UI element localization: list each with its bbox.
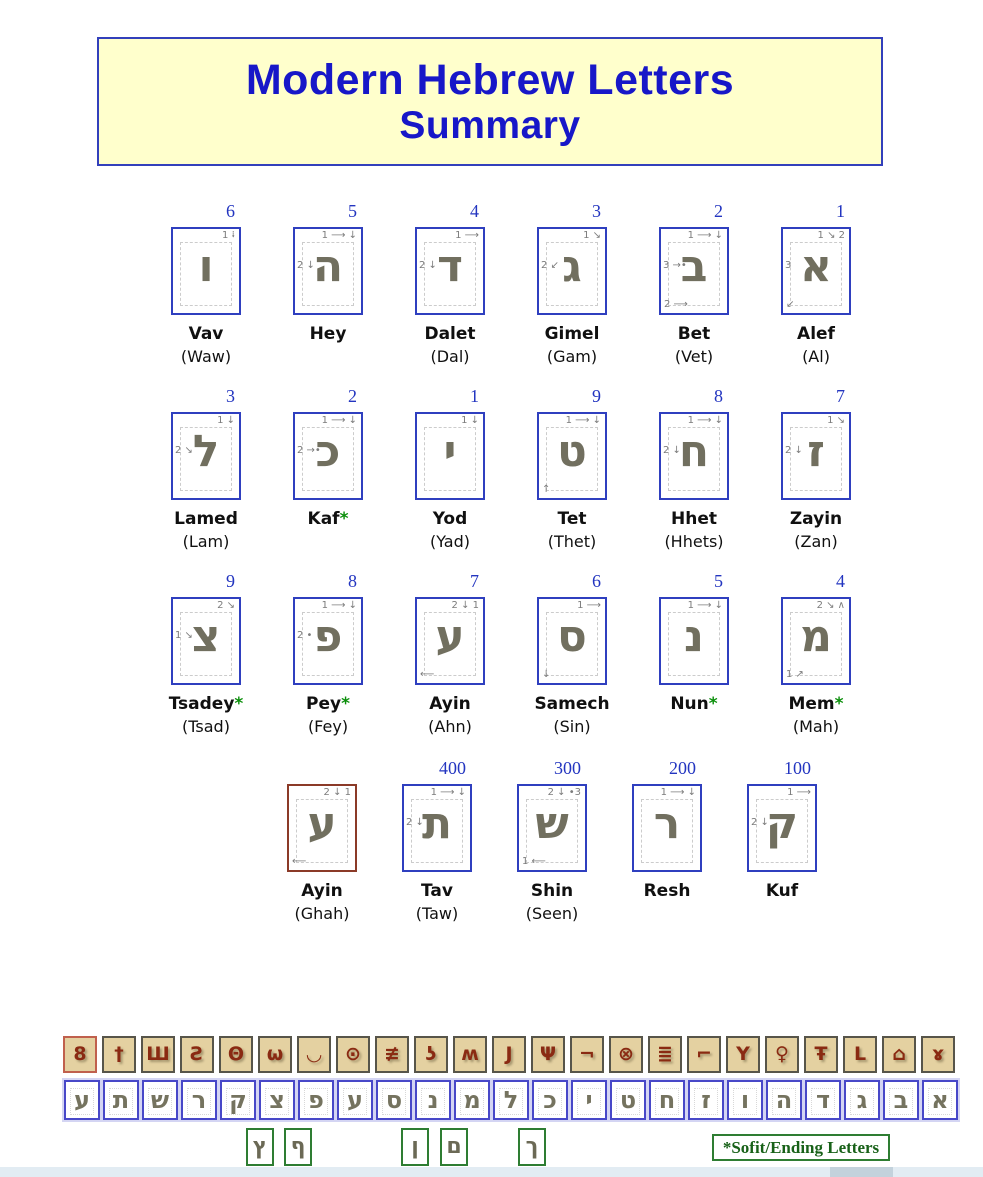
sofit-letter-box: [284, 1128, 312, 1166]
letter-alt-name: (Mah): [792, 717, 840, 736]
modern-letter: ע: [347, 1086, 363, 1114]
letter-alt-name: (Al): [802, 347, 830, 366]
stroke-order-label: 1 ⟶ ↓: [565, 415, 601, 426]
letter-box: [517, 784, 587, 872]
letter-box: [293, 227, 363, 315]
letter-card: [534, 571, 610, 737]
paleo-box-head-resh: [180, 1036, 214, 1073]
stroke-order-label: 1 ⟶: [577, 600, 601, 611]
letter-name: Hey: [309, 324, 347, 344]
sofit-star: *: [834, 694, 844, 714]
letter-row: [168, 571, 983, 737]
palm-kaf-icon: Ψ: [539, 1043, 557, 1065]
modern-letter-row: [64, 1080, 958, 1120]
modern-letter: י: [585, 1086, 593, 1114]
letter-alt-name: (Ahn): [428, 717, 472, 736]
letter-number: 3: [226, 386, 235, 406]
paleo-box-door-dalet: [804, 1036, 838, 1073]
letter-number: 6: [226, 201, 235, 221]
head-resh-icon: Ƨ: [190, 1043, 204, 1065]
stroke-order-label: 1 ↗: [786, 669, 804, 680]
hebrew-letter: ר: [653, 798, 681, 849]
hebrew-letter: ד: [437, 241, 463, 292]
hebrew-letter: ק: [765, 798, 799, 849]
letter-box: [537, 597, 607, 685]
stroke-order-label: 2 ↘: [217, 600, 235, 611]
stroke-order-label: 2 ↓: [406, 817, 424, 828]
letter-name: Yod: [432, 509, 468, 529]
modern-letter-box: [766, 1080, 802, 1120]
letter-card: [415, 386, 485, 552]
letter-number: 8: [348, 571, 357, 591]
stroke-order-label: 2 ↓ 1: [323, 787, 351, 798]
letter-box: [402, 784, 472, 872]
twisted-rope-ghah-icon: 8: [73, 1043, 87, 1065]
modern-letter-box: [844, 1080, 880, 1120]
water-mem-icon: ʍ: [461, 1043, 479, 1065]
hebrew-letter: ג: [562, 241, 582, 292]
letter-grid: [0, 201, 983, 943]
modern-letter-box: [376, 1080, 412, 1120]
letter-card: [537, 386, 607, 552]
hebrew-letter: ל: [192, 426, 220, 477]
stroke-order-label: 1 ⟶ ↓: [430, 787, 466, 798]
stroke-order-label: 1 ⟶ ↓: [321, 600, 357, 611]
letter-alt-name: (Zan): [794, 532, 838, 551]
hebrew-letter: א: [799, 241, 833, 292]
cross-tav-icon: †: [114, 1043, 124, 1065]
modern-letter-box: [883, 1080, 919, 1120]
paleo-box-fence-hhet: [648, 1036, 682, 1073]
modern-letter: ו: [740, 1086, 750, 1114]
letter-name: Shin: [530, 881, 574, 901]
letter-number: 7: [836, 386, 845, 406]
letter-number: 6: [592, 571, 601, 591]
letter-number: 200: [669, 758, 696, 778]
letter-number: 100: [784, 758, 811, 778]
letter-alt-name: (Sin): [553, 717, 591, 736]
letter-box: [781, 227, 851, 315]
modern-letter: ש: [150, 1086, 170, 1114]
letter-alt-name: (Dal): [430, 347, 470, 366]
letter-box: [287, 784, 357, 872]
stroke-order-label: 3: [785, 260, 792, 271]
modern-letter: צ: [269, 1086, 285, 1114]
hebrew-letter: כ: [315, 426, 341, 477]
letter-card: [747, 758, 817, 924]
letter-box: [747, 784, 817, 872]
letter-box: [632, 784, 702, 872]
stroke-order-label: 1 ⟵: [522, 856, 546, 867]
letter-name: Tet: [557, 509, 587, 529]
hebrew-letter: ו: [198, 241, 214, 292]
stroke-order-label: 1 ↘: [175, 630, 193, 641]
hebrew-letter: נ: [684, 611, 704, 662]
letter-alt-name: (Ghah): [294, 904, 350, 923]
letter-alt-name: (Yad): [429, 532, 470, 551]
paleo-box-sun-horizon-kuf: [219, 1036, 253, 1073]
letter-number: [351, 758, 357, 778]
stroke-order-label: 1 ⟶: [455, 230, 479, 241]
letter-box: [659, 412, 729, 500]
sofit-star: *: [708, 694, 718, 714]
letter-name: Ayin: [429, 694, 471, 714]
stroke-order-label: ↙: [786, 299, 795, 310]
letter-name: Resh: [643, 881, 691, 901]
letter-box: [781, 597, 851, 685]
letter-name: Samech: [534, 694, 610, 714]
modern-letter-box: [493, 1080, 529, 1120]
stroke-order-label: 2 ↓: [663, 445, 681, 456]
stroke-order-label: 1 ↘ 2: [817, 230, 845, 241]
house-bet-icon: ⌂: [892, 1043, 906, 1065]
letter-name: Alef: [797, 324, 835, 344]
letter-name: Dalet: [424, 324, 476, 344]
hebrew-letter: ש: [535, 798, 569, 849]
modern-letter: ל: [503, 1086, 519, 1114]
stroke-order-label: 2 ↓: [419, 260, 437, 271]
letter-alt-name: (Fey): [307, 717, 349, 736]
modern-letter-box: [142, 1080, 178, 1120]
letter-alt-name: (Tsad): [182, 717, 230, 736]
letter-alt-name: (Thet): [547, 532, 597, 551]
hebrew-letter: ט: [557, 426, 587, 477]
hebrew-letter: ת: [421, 798, 453, 849]
sofit-letter-box: [401, 1128, 429, 1166]
letter-box: [537, 227, 607, 315]
hebrew-letter: פ: [313, 611, 343, 662]
sofit-letter-box: [518, 1128, 546, 1166]
letter-card: [659, 571, 729, 737]
stroke-order-label: 2 ↓ •3: [547, 787, 581, 798]
letter-card: [171, 201, 241, 367]
paleo-box-arm-yod: [570, 1036, 604, 1073]
teeth-shin-icon: Ш: [146, 1043, 170, 1065]
paleo-box-trail-tsadey: [258, 1036, 292, 1073]
letter-card: [659, 386, 729, 552]
paleo-box-basket-tet: [609, 1036, 643, 1073]
stroke-order-label: 2 →•: [297, 445, 321, 456]
modern-letter-box: [415, 1080, 451, 1120]
stroke-order-label: ↓: [542, 669, 551, 680]
modern-letter-box: [610, 1080, 646, 1120]
letter-alt-name: (Lam): [182, 532, 230, 551]
modern-letter-box: [298, 1080, 334, 1120]
letter-name: Pey*: [306, 694, 350, 714]
modern-letter-box: [571, 1080, 607, 1120]
letter-box: [415, 227, 485, 315]
sofit-letter: ם: [446, 1134, 462, 1159]
fence-hhet-icon: ≣: [657, 1043, 673, 1065]
sun-horizon-kuf-icon: Θ: [227, 1043, 245, 1065]
paleo-box-mattock-zayin: [687, 1036, 721, 1073]
modern-letter: נ: [427, 1086, 439, 1114]
sofit-letter-box: [440, 1128, 468, 1166]
stroke-order-label: ↑: [542, 484, 551, 495]
staff-lamed-icon: J: [505, 1043, 513, 1065]
stroke-order-label: ⟵: [420, 669, 435, 680]
letter-box: [659, 597, 729, 685]
hebrew-letter: ע: [435, 611, 465, 662]
letter-number: 3: [592, 201, 601, 221]
page-bottom-edge-segment: [830, 1167, 893, 1177]
modern-letter-box: [649, 1080, 685, 1120]
letter-card: [632, 758, 702, 924]
modern-letter-box: [454, 1080, 490, 1120]
title-box: [97, 37, 883, 166]
letter-number: 4: [470, 201, 479, 221]
sofit-letter: ן: [411, 1134, 419, 1159]
letter-card: [537, 201, 607, 367]
modern-letter-box: [259, 1080, 295, 1120]
paleo-box-peg-vav: [726, 1036, 760, 1073]
letter-number: 2: [348, 386, 357, 406]
letter-card: [168, 571, 244, 737]
modern-letter: ד: [815, 1086, 831, 1114]
modern-letter-box: [922, 1080, 958, 1120]
letter-alt-name: (Vet): [674, 347, 714, 366]
letter-number: 5: [714, 571, 723, 591]
hebrew-letter: צ: [191, 611, 221, 662]
paleo-box-cross-tav: [102, 1036, 136, 1073]
hebrew-letter: ז: [807, 426, 825, 477]
letter-name: Bet: [677, 324, 711, 344]
sofit-label: *Sofit/Ending Letters: [722, 1137, 880, 1157]
stroke-order-label: 3 →•: [663, 260, 687, 271]
letter-name: Zayin: [789, 509, 843, 529]
letter-name: Hhet: [671, 509, 717, 529]
hebrew-letter: ס: [557, 611, 587, 662]
stroke-order-label: 1 ↘: [827, 415, 845, 426]
letter-card: [517, 758, 587, 924]
modern-letter: ג: [856, 1086, 868, 1114]
letter-number: 2: [714, 201, 723, 221]
hebrew-letter: י: [443, 426, 457, 477]
letter-number: 4: [836, 571, 845, 591]
paleo-box-teeth-shin: [141, 1036, 175, 1073]
letter-box: [537, 412, 607, 500]
modern-letter: ר: [191, 1086, 207, 1114]
modern-letter: ת: [112, 1086, 130, 1114]
letter-card: [781, 571, 851, 737]
mattock-zayin-icon: ⌐: [696, 1043, 712, 1065]
letter-box: [415, 412, 485, 500]
letter-name: Nun*: [670, 694, 718, 714]
stroke-order-label: 2 ↓ 1: [451, 600, 479, 611]
modern-letter: ב: [893, 1086, 909, 1114]
sofit-letter: ך: [525, 1134, 539, 1159]
sofit-star: *: [341, 694, 350, 714]
paleo-box-seed-nun: [414, 1036, 448, 1073]
stroke-order-label: 1 ↓: [461, 415, 479, 426]
sofit-letter-box: [246, 1128, 274, 1166]
stroke-order-label: 2 ⟶: [664, 299, 688, 310]
paleo-pictograph-row: [63, 1036, 955, 1073]
stroke-order-label: 1 ↓: [217, 415, 235, 426]
letter-number: 5: [348, 201, 357, 221]
hebrew-letter: ה: [312, 241, 344, 292]
letter-number: 1: [470, 386, 479, 406]
modern-letter: ז: [701, 1086, 711, 1114]
letter-card: [781, 386, 851, 552]
letter-name: Tsadey*: [168, 694, 244, 714]
paleo-box-twisted-rope-ghah: [63, 1036, 97, 1073]
letter-card: [171, 386, 241, 552]
letter-row: [171, 201, 983, 367]
letter-card: [293, 201, 363, 367]
sofit-label-box: [712, 1134, 890, 1161]
letter-name: Kaf*: [307, 509, 349, 529]
letter-name: Tav: [421, 881, 453, 901]
letter-card: [415, 201, 485, 367]
letter-name: Lamed: [174, 509, 238, 529]
letter-alt-name: (Gam): [546, 347, 598, 366]
modern-letter-box: [220, 1080, 256, 1120]
letter-number: 300: [554, 758, 581, 778]
modern-letter: ק: [229, 1086, 247, 1114]
stroke-order-label: 2 ↘: [175, 445, 193, 456]
letter-number: 400: [439, 758, 466, 778]
sofit-star: *: [234, 694, 244, 714]
letter-name: Vav: [188, 324, 224, 344]
stroke-order-label: 2 ↓: [297, 260, 315, 271]
hebrew-letter: ע: [307, 798, 337, 849]
letter-box: [293, 597, 363, 685]
modern-letter-box: [727, 1080, 763, 1120]
letter-box: [293, 412, 363, 500]
stroke-order-label: 1 ⟶ ↓: [687, 600, 723, 611]
mouth-pey-icon: ◡: [306, 1043, 322, 1065]
sofit-letter: ץ: [252, 1134, 268, 1159]
letter-box: [171, 412, 241, 500]
letter-name: Mem*: [788, 694, 844, 714]
letter-box: [415, 597, 485, 685]
letter-card: [781, 201, 851, 367]
paleo-box-palm-kaf: [531, 1036, 565, 1073]
paleo-box-thorn-samech: [375, 1036, 409, 1073]
letter-box: [171, 227, 241, 315]
hebrew-letter: מ: [800, 611, 832, 662]
page-title: Modern Hebrew Letters: [245, 55, 735, 104]
arm-yod-icon: ¬: [579, 1043, 595, 1065]
modern-letter: פ: [308, 1086, 324, 1114]
basket-tet-icon: ⊗: [618, 1043, 634, 1065]
letter-number: 9: [592, 386, 601, 406]
letter-number: 8: [714, 386, 723, 406]
letter-card: [402, 758, 472, 924]
stroke-order-label: 1 ⭭: [221, 230, 235, 241]
modern-letter: ס: [385, 1086, 403, 1114]
ox-head-alef-icon: ɤ: [931, 1043, 945, 1065]
stroke-order-label: 2 ↓: [751, 817, 769, 828]
sofit-star: *: [339, 509, 349, 529]
modern-letter: א: [931, 1086, 949, 1114]
letter-name: Kuf: [765, 881, 799, 901]
hebrew-letter: ח: [678, 426, 710, 477]
letter-alt-name: (Seen): [525, 904, 579, 923]
man-hey-icon: ♀: [775, 1043, 789, 1065]
modern-letter: כ: [543, 1086, 557, 1114]
paleo-box-eye-ayin: [336, 1036, 370, 1073]
letter-card: [659, 201, 729, 367]
stroke-order-label: 2 •: [297, 630, 313, 641]
letter-box: [659, 227, 729, 315]
thorn-samech-icon: ≢: [384, 1043, 400, 1065]
trail-tsadey-icon: ѡ: [266, 1043, 284, 1065]
stroke-order-label: 1 ⟶ ↓: [321, 415, 357, 426]
door-dalet-icon: Ŧ: [814, 1043, 828, 1065]
stroke-order-label: 2 ↘ ∧: [816, 600, 845, 611]
paleo-box-house-bet: [882, 1036, 916, 1073]
letter-card: [293, 386, 363, 552]
letter-card: [293, 571, 363, 737]
letter-row: [287, 758, 983, 924]
page-subtitle: Summary: [399, 103, 581, 147]
foot-gimel-icon: L: [853, 1043, 867, 1065]
stroke-order-label: 1 ⟶ ↓: [660, 787, 696, 798]
peg-vav-icon: Y: [736, 1043, 750, 1065]
paleo-box-foot-gimel: [843, 1036, 877, 1073]
modern-letter-box: [532, 1080, 568, 1120]
stroke-order-label: 2 ↓: [785, 445, 803, 456]
paleo-box-mouth-pey: [297, 1036, 331, 1073]
paleo-box-water-mem: [453, 1036, 487, 1073]
modern-letter: ט: [619, 1086, 637, 1114]
letter-box: [781, 412, 851, 500]
letter-alt-name: (Waw): [180, 347, 232, 366]
paleo-box-man-hey: [765, 1036, 799, 1073]
letter-alt-name: (Taw): [415, 904, 459, 923]
modern-letter: ע: [74, 1086, 90, 1114]
letter-number: 9: [226, 571, 235, 591]
seed-nun-icon: ʖ: [425, 1043, 437, 1065]
stroke-order-label: 1 ⟶ ↓: [321, 230, 357, 241]
modern-letter-box: [103, 1080, 139, 1120]
sofit-letter: ף: [290, 1134, 306, 1159]
hebrew-letter: ב: [680, 241, 708, 292]
modern-letter: מ: [463, 1086, 481, 1114]
stroke-order-label: 1 ↘: [583, 230, 601, 241]
stroke-order-label: ⟵: [292, 856, 307, 867]
modern-letter-box: [805, 1080, 841, 1120]
stroke-order-label: 1 ⟶ ↓: [687, 415, 723, 426]
modern-letter-box: [181, 1080, 217, 1120]
stroke-order-label: 1 ⟶: [787, 787, 811, 798]
paleo-box-ox-head-alef: [921, 1036, 955, 1073]
letter-row: [171, 386, 983, 552]
eye-ayin-icon: ⊙: [345, 1043, 361, 1065]
stroke-order-label: 2 ↙: [541, 260, 559, 271]
letter-number: 1: [836, 201, 845, 221]
stroke-order-label: 1 ⟶ ↓: [687, 230, 723, 241]
letter-alt-name: (Hhets): [664, 532, 724, 551]
modern-letter-box: [688, 1080, 724, 1120]
modern-letter-box: [337, 1080, 373, 1120]
modern-letter-box: [64, 1080, 100, 1120]
modern-letter: ח: [658, 1086, 676, 1114]
modern-letter: ה: [775, 1086, 793, 1114]
letter-box: [171, 597, 241, 685]
letter-card: [287, 758, 357, 924]
letter-name: Gimel: [544, 324, 600, 344]
letter-card: [415, 571, 485, 737]
paleo-box-staff-lamed: [492, 1036, 526, 1073]
letter-number: 7: [470, 571, 479, 591]
letter-name: Ayin: [301, 881, 343, 901]
